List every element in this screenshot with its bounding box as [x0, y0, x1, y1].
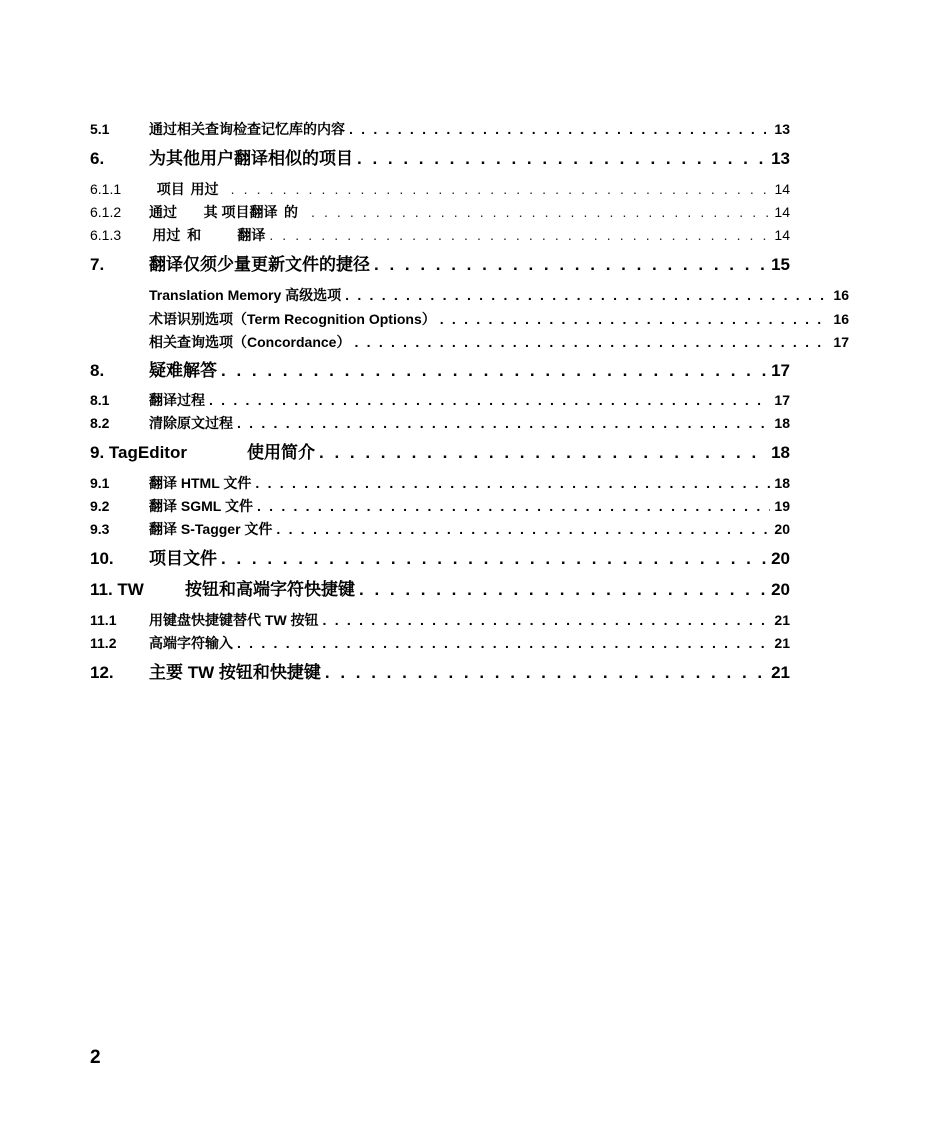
toc-number: 9.3: [90, 521, 110, 537]
toc-leader: [323, 612, 771, 628]
toc-leader: [209, 392, 770, 408]
toc-leader: [221, 549, 767, 569]
toc-title: 疑难解答: [149, 361, 217, 380]
toc-title-part: 的: [284, 204, 299, 220]
toc-leader: [231, 181, 771, 197]
toc-number: 9. TagEditor: [90, 443, 187, 462]
toc-entry-6[interactable]: [90, 144, 790, 169]
toc-entry-11-2[interactable]: [90, 633, 790, 653]
toc-entry-9-2[interactable]: [90, 496, 790, 516]
toc-number: 8.1: [90, 392, 110, 408]
toc-number: 6.1.3: [90, 227, 122, 243]
toc-leader: [221, 361, 767, 381]
toc-leader: [325, 663, 767, 683]
toc-title: 使用简介: [247, 443, 315, 462]
toc-number: 11.2: [90, 635, 117, 651]
toc-number: 7.: [90, 255, 105, 274]
toc-page: 17: [771, 361, 790, 380]
toc-title: 翻译 HTML 文件: [149, 475, 252, 491]
toc-page: 20: [771, 549, 790, 568]
toc-title-part: 和: [187, 227, 202, 243]
toc-title: 用键盘快捷键替代 TW 按钮: [149, 612, 319, 628]
toc-page: 21: [774, 612, 790, 628]
toc-title: 翻译过程: [149, 392, 205, 408]
toc-entry-7-tm-options[interactable]: [90, 285, 849, 305]
toc-number: 8.2: [90, 415, 110, 431]
toc-title-part: 其: [203, 204, 218, 220]
toc-title: 为其他用户翻译相似的项目: [149, 149, 353, 168]
toc-leader: [269, 227, 770, 243]
toc-entry-8-1[interactable]: [90, 390, 790, 410]
toc-page: 18: [774, 475, 790, 491]
toc-title: 项目文件: [149, 549, 217, 568]
toc-leader: [440, 311, 830, 327]
toc-leader: [359, 580, 767, 600]
toc-title: 相关查询选项（Concordance）: [149, 334, 351, 350]
toc-page: 17: [833, 334, 849, 350]
toc-leader: [237, 415, 770, 431]
toc-entry-11[interactable]: [90, 575, 790, 600]
toc-entry-10[interactable]: [90, 544, 790, 569]
toc-leader: [345, 287, 829, 303]
toc-leader: [319, 443, 767, 463]
toc-title: 翻译 SGML 文件: [149, 498, 253, 514]
toc-leader: [354, 334, 829, 350]
toc-page: 21: [774, 635, 790, 651]
toc-title: Translation Memory 高级选项: [149, 287, 342, 303]
toc-title: 翻译 S-Tagger 文件: [149, 521, 273, 537]
toc-entry-5-1[interactable]: [90, 119, 790, 139]
toc-entry-7-concordance[interactable]: [90, 332, 849, 352]
toc-title: 主要 TW 按钮和快捷键: [149, 663, 321, 682]
toc-leader: [276, 521, 770, 537]
toc-number: 5.1: [90, 121, 110, 137]
toc-title-part: 用过: [152, 227, 181, 243]
toc-leader: [374, 255, 767, 275]
toc-entry-7[interactable]: [90, 250, 790, 275]
toc-leader: [311, 204, 770, 220]
toc-entry-6-1-3[interactable]: [90, 225, 790, 245]
page-number: 2: [90, 1047, 101, 1068]
toc-entry-9-3[interactable]: [90, 519, 790, 539]
toc-title: 按钮和高端字符快捷键: [185, 580, 355, 599]
toc-entry-8-2[interactable]: [90, 413, 790, 433]
toc-entry-7-term-options[interactable]: [90, 309, 849, 329]
toc-title: 翻译仅须少量更新文件的捷径: [149, 255, 370, 274]
toc-page: 14: [774, 227, 790, 243]
toc-page: 13: [774, 121, 790, 137]
toc-leader: [237, 635, 770, 651]
toc-entry-9[interactable]: [90, 438, 790, 463]
toc-page: 17: [774, 392, 790, 408]
toc-leader: [255, 475, 770, 491]
toc-number: 6.: [90, 149, 105, 168]
toc-title: 通过相关查询检查记忆库的内容: [149, 121, 345, 137]
toc-page: 21: [771, 663, 790, 682]
toc-page: 20: [771, 580, 790, 599]
toc-page: 16: [833, 287, 849, 303]
toc-number: 8.: [90, 361, 105, 380]
toc-title: 清除原文过程: [149, 415, 233, 431]
toc-page: 16: [833, 311, 849, 327]
toc-title: 高端字符输入: [149, 635, 233, 651]
toc-entry-6-1-1[interactable]: [90, 179, 790, 199]
toc-leader: [349, 121, 770, 137]
toc-number: 9.1: [90, 475, 110, 491]
toc-entry-8[interactable]: [90, 356, 790, 381]
toc-title-part: 通过: [149, 204, 177, 220]
toc-number: 11.1: [90, 612, 117, 628]
toc-page: 18: [771, 443, 790, 462]
toc-title: 术语识别选项（Term Recognition Options）: [149, 311, 436, 327]
toc-number: 11. TW: [90, 580, 144, 599]
toc-title-part: 翻译: [237, 227, 266, 243]
toc-title-part: 项目翻译: [221, 204, 278, 220]
toc-title-part: 项目: [156, 181, 185, 197]
toc-number: 12.: [90, 663, 114, 682]
toc-number: 10.: [90, 549, 114, 568]
toc-leader: [257, 498, 770, 514]
toc-page: 13: [771, 149, 790, 168]
toc-title-part: 用过: [190, 181, 219, 197]
toc-entry-6-1-2[interactable]: [90, 202, 790, 222]
toc-leader: [357, 149, 767, 169]
toc-entry-11-1[interactable]: [90, 610, 790, 630]
toc-page: 20: [774, 521, 790, 537]
toc-page: 18: [774, 415, 790, 431]
toc-number: 6.1.2: [90, 204, 122, 220]
toc-number: 9.2: [90, 498, 110, 514]
toc-page: 19: [774, 498, 790, 514]
toc-entry-9-1[interactable]: [90, 473, 790, 493]
toc-page: 14: [774, 181, 790, 197]
toc-number: 6.1.1: [90, 181, 122, 197]
toc-entry-12[interactable]: [90, 658, 790, 683]
toc-page: 15: [771, 255, 790, 274]
toc-page: 14: [774, 204, 790, 220]
